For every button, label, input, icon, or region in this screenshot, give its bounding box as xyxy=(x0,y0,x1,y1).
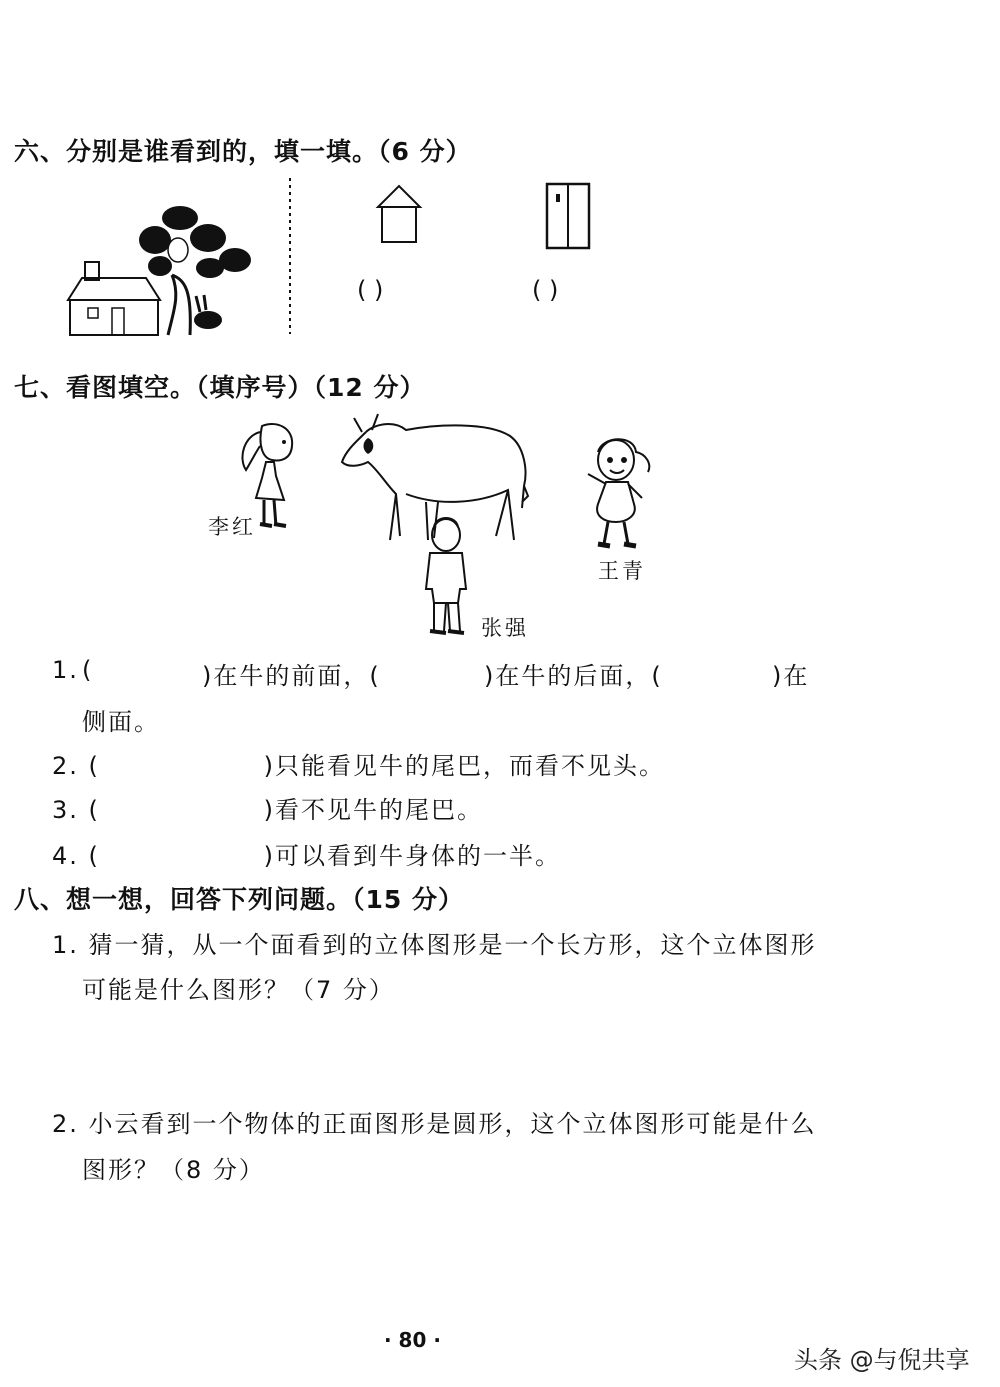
dotted-divider xyxy=(287,178,293,334)
blank-1: ( ) xyxy=(357,276,384,304)
door-outline-icon xyxy=(545,182,591,250)
q7-1-part-d: )在 xyxy=(772,662,810,690)
q8-2-line2: 图形？（8 分） xyxy=(82,1156,265,1184)
q8-1-line1: 1. 猜一猜，从一个面看到的立体图形是一个长方形，这个立体图形 xyxy=(52,931,817,959)
q7-1-continuation: 侧面。 xyxy=(82,708,160,736)
label-zhang-qiang: 张强 xyxy=(481,616,529,640)
section6-title: 六、分别是谁看到的，填一填。（6 分） xyxy=(14,137,472,166)
watermark: 头条 @与倪共享 xyxy=(794,1346,970,1374)
q7-1-part-b: )在牛的前面，( xyxy=(202,662,381,690)
label-li-hong: 李红 xyxy=(208,515,256,539)
q7-1-number: 1. xyxy=(52,656,79,684)
q8-2-line1: 2. 小云看到一个物体的正面图形是圆形，这个立体图形可能是什么 xyxy=(52,1110,817,1138)
house-tree-illustration xyxy=(60,200,260,340)
q8-1-line2: 可能是什么图形？（7 分） xyxy=(82,976,395,1004)
q7-1-part-c: )在牛的后面，( xyxy=(484,662,663,690)
q7-1-part-a: ( xyxy=(82,656,94,684)
label-wang-qing: 王青 xyxy=(598,559,646,583)
section7-title: 七、看图填空。（填序号）（12 分） xyxy=(14,373,426,402)
section8-title: 八、想一想，回答下列问题。（15 分） xyxy=(14,885,464,914)
q7-3: 3. ( )看不见牛的尾巴。 xyxy=(52,796,483,824)
q7-2: 2. ( )只能看见牛的尾巴，而看不见头。 xyxy=(52,752,665,780)
page-number: · 80 · xyxy=(384,1328,441,1352)
boy-zhang-qiang-figure xyxy=(418,513,474,638)
girl-wang-qing-figure xyxy=(580,432,660,552)
house-outline-icon xyxy=(374,183,424,245)
q7-4: 4. ( )可以看到牛身体的一半。 xyxy=(52,842,561,870)
blank-2: ( ) xyxy=(532,276,559,304)
